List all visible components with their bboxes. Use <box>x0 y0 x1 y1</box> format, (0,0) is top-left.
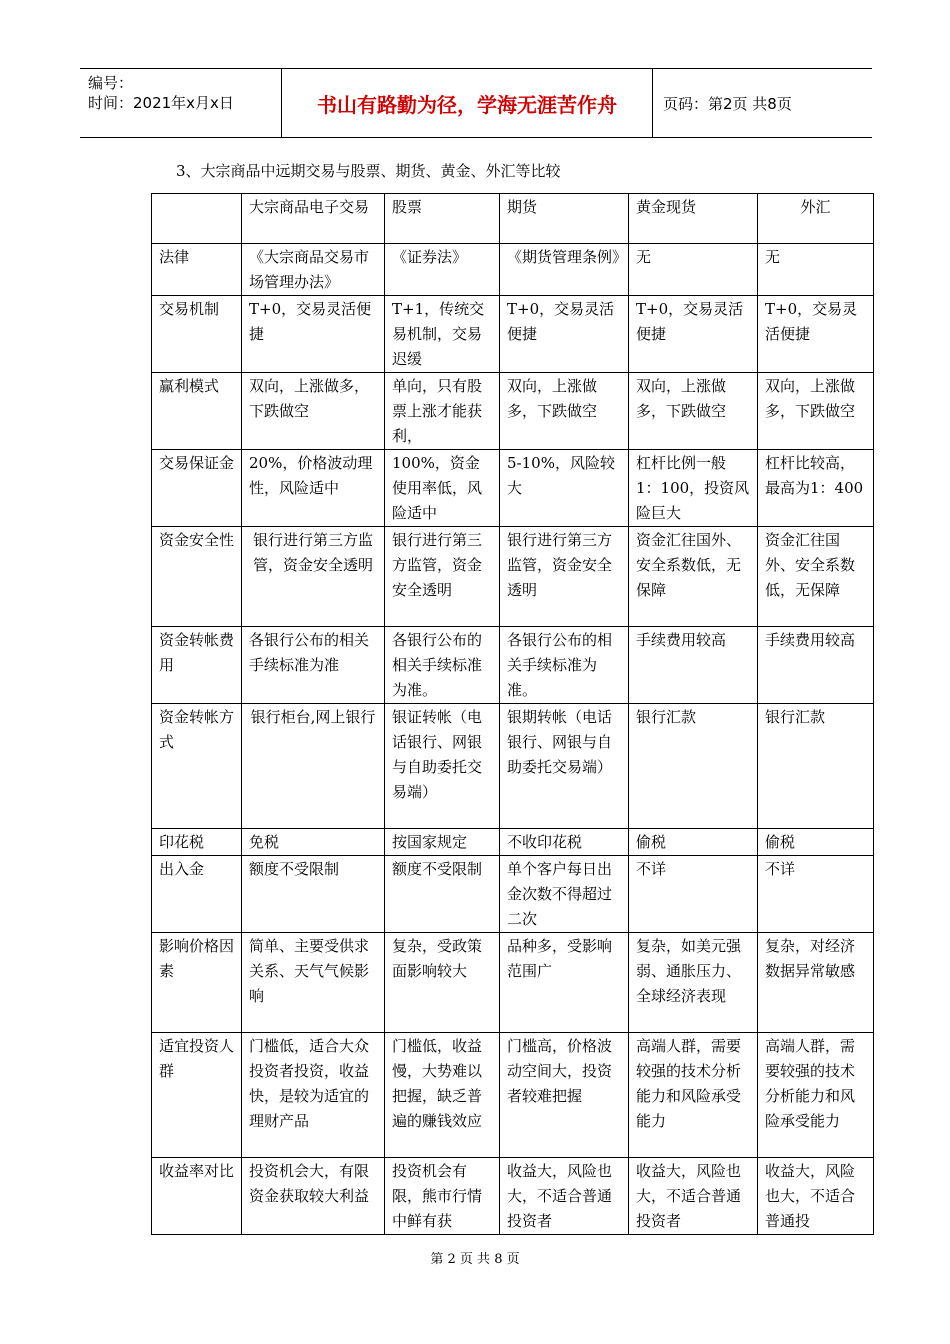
table-cell: 双向，上涨做多，下跌做空 <box>242 373 385 450</box>
table-row-label: 适宜投资人群 <box>152 1033 242 1158</box>
table-cell: 5-10%，风险较大 <box>500 450 629 527</box>
table-cell: 银行柜台,网上银行 <box>242 704 385 829</box>
table-row <box>152 829 874 856</box>
table-cell: 20%，价格波动理性，风险适中 <box>242 450 385 527</box>
table-row-label: 收益率对比 <box>152 1158 242 1235</box>
table-row <box>152 373 874 450</box>
table-cell: 银期转帐（电话银行、网银与自助委托交易端） <box>500 704 629 829</box>
table-cell: 不详 <box>758 856 874 933</box>
table-cell: 《期货管理条例》 <box>500 244 629 296</box>
table-row-label: 赢利模式 <box>152 373 242 450</box>
table-cell: 高端人群，需要较强的技术分析能力和风险承受能力 <box>629 1033 758 1158</box>
table-header-cell: 股票 <box>385 194 500 244</box>
table-row-label: 交易保证金 <box>152 450 242 527</box>
table-cell: 高端人群，需要较强的技术分析能力和风险承受能力 <box>758 1033 874 1158</box>
header-page-number: 页码：第2页 共8页 <box>663 94 792 113</box>
header-motto: 书山有路勤为径，学海无涯苦作舟 <box>282 69 653 137</box>
table-row-label: 资金转帐方式 <box>152 704 242 829</box>
table-cell: 投资机会有限，熊市行情中鲜有获 <box>385 1158 500 1235</box>
table-cell: 门槛低，适合大众投资者投资，收益快，是较为适宜的理财产品 <box>242 1033 385 1158</box>
table-cell: 简单、主要受供求关系、天气气候影响 <box>242 933 385 1033</box>
table-cell: 收益大，风险也大，不适合普通投 <box>758 1158 874 1235</box>
table-row <box>152 856 874 933</box>
table-cell: 双向，上涨做多，下跌做空 <box>629 373 758 450</box>
table-cell: 资金汇往国外、安全系数低，无保障 <box>758 527 874 627</box>
document-date-label: 时间：2021年x月x日 <box>88 94 234 112</box>
table-cell: 按国家规定 <box>385 829 500 856</box>
table-cell: 无 <box>758 244 874 296</box>
table-cell: 双向，上涨做多，下跌做空 <box>758 373 874 450</box>
table-row-label: 影响价格因素 <box>152 933 242 1033</box>
table-row <box>152 296 874 373</box>
table-cell: 单个客户每日出金次数不得超过二次 <box>500 856 629 933</box>
table-cell: 杠杆比例一般1：100，投资风险巨大 <box>629 450 758 527</box>
table-row <box>152 704 874 829</box>
table-cell: 各银行公布的相关手续标准为准。 <box>500 627 629 704</box>
table-cell: 额度不受限制 <box>242 856 385 933</box>
table-header-cell: 大宗商品电子交易 <box>242 194 385 244</box>
table-row-label: 交易机制 <box>152 296 242 373</box>
table-header-cell: 期货 <box>500 194 629 244</box>
table-cell: 不详 <box>629 856 758 933</box>
table-row <box>152 527 874 627</box>
table-cell: 单向，只有股票上涨才能获利， <box>385 373 500 450</box>
table-row-label: 资金转帐费用 <box>152 627 242 704</box>
table-row-label: 出入金 <box>152 856 242 933</box>
table-cell: T+1，传统交易机制，交易迟缓 <box>385 296 500 373</box>
document-code-label: 编号： <box>88 74 134 92</box>
table-cell: 双向，上涨做多，下跌做空 <box>500 373 629 450</box>
table-cell: 无 <box>629 244 758 296</box>
table-cell: 《大宗商品交易市场管理办法》 <box>242 244 385 296</box>
comparison-table <box>151 193 874 1235</box>
table-row <box>152 450 874 527</box>
table-cell: 投资机会大，有限资金获取较大利益 <box>242 1158 385 1235</box>
table-cell: 银行汇款 <box>758 704 874 829</box>
table-cell: 收益大，风险也大，不适合普通投资者 <box>500 1158 629 1235</box>
header-meta <box>80 69 282 137</box>
table-cell: 复杂，受政策面影响较大 <box>385 933 500 1033</box>
table-cell: 各银行公布的相关手续标准为准 <box>242 627 385 704</box>
table-cell: 偷税 <box>758 829 874 856</box>
table-cell: 杠杆比较高，最高为1：400 <box>758 450 874 527</box>
table-cell: T+0，交易灵活便捷 <box>629 296 758 373</box>
page-footer: 第 2 页 共 8 页 <box>430 1252 520 1267</box>
table-row-label: 资金安全性 <box>152 527 242 627</box>
table-row-label: 印花税 <box>152 829 242 856</box>
table-cell: 银行进行第三方监管，资金安全透明 <box>385 527 500 627</box>
table-cell: T+0，交易灵活便捷 <box>242 296 385 373</box>
table-header-cell <box>152 194 242 244</box>
table-cell: 品种多，受影响范围广 <box>500 933 629 1033</box>
table-cell: 复杂，对经济数据异常敏感 <box>758 933 874 1033</box>
table-cell: T+0，交易灵活便捷 <box>500 296 629 373</box>
table-row <box>152 933 874 1033</box>
table-cell: 银行进行第三方监管，资金安全透明 <box>242 527 385 627</box>
table-cell: 门槛低，收益慢，大势难以把握，缺乏普遍的赚钱效应 <box>385 1033 500 1158</box>
table-cell: 额度不受限制 <box>385 856 500 933</box>
table-cell: 不收印花税 <box>500 829 629 856</box>
table-header-cell: 外汇 <box>758 194 874 244</box>
table-cell: 100%，资金使用率低，风险适中 <box>385 450 500 527</box>
table-row <box>152 1033 874 1158</box>
page-header <box>80 68 872 138</box>
table-cell: 偷税 <box>629 829 758 856</box>
table-row-label: 法律 <box>152 244 242 296</box>
table-cell: 资金汇往国外、安全系数低，无保障 <box>629 527 758 627</box>
table-cell: 复杂，如美元强弱、通胀压力、全球经济表现 <box>629 933 758 1033</box>
table-cell: T+0，交易灵活便捷 <box>758 296 874 373</box>
table-row <box>152 244 874 296</box>
table-cell: 收益大，风险也大，不适合普通投资者 <box>629 1158 758 1235</box>
table-cell: 银行汇款 <box>629 704 758 829</box>
table-cell: 《证券法》 <box>385 244 500 296</box>
table-cell: 手续费用较高 <box>629 627 758 704</box>
table-row <box>152 1158 874 1235</box>
table-cell: 免税 <box>242 829 385 856</box>
table-cell: 各银行公布的相关手续标准为准。 <box>385 627 500 704</box>
table-cell: 银行进行第三方监管，资金安全透明 <box>500 527 629 627</box>
section-title: 3、大宗商品中远期交易与股票、期货、黄金、外汇等比较 <box>176 162 561 180</box>
table-cell: 门槛高，价格波动空间大，投资者较难把握 <box>500 1033 629 1158</box>
table-cell: 银证转帐（电话银行、网银与自助委托交易端） <box>385 704 500 829</box>
table-row <box>152 627 874 704</box>
table-header-cell: 黄金现货 <box>629 194 758 244</box>
table-header-row <box>152 194 874 244</box>
table-cell: 手续费用较高 <box>758 627 874 704</box>
